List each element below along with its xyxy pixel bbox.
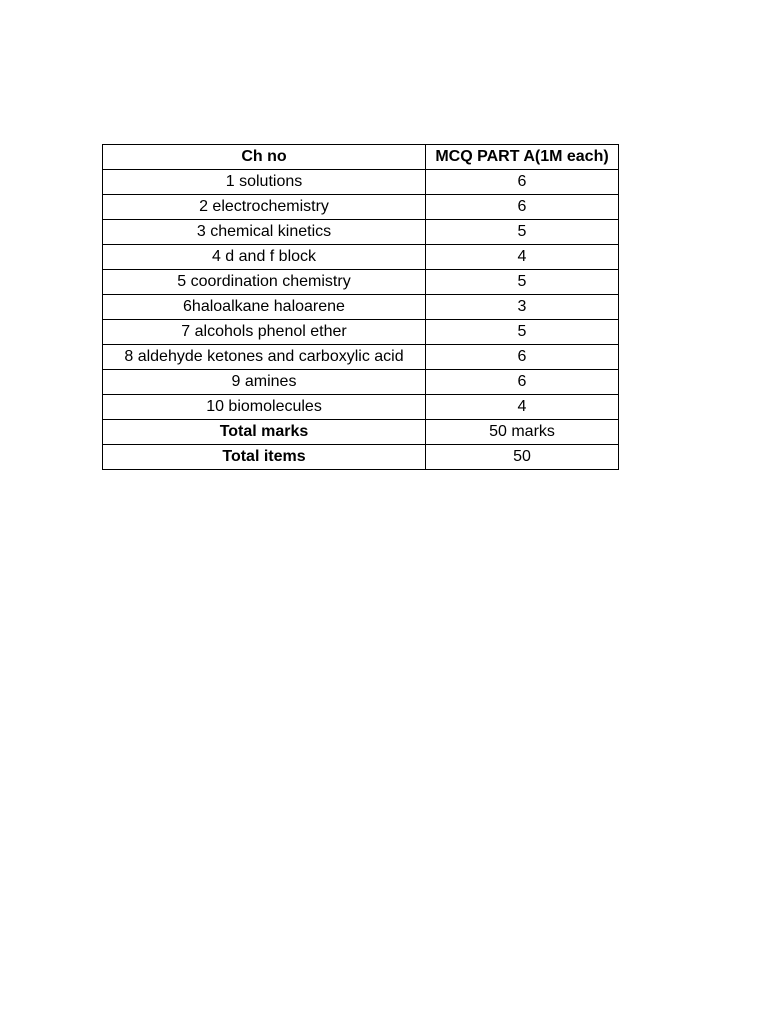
marks-cell: 6 xyxy=(426,170,619,195)
table-row xyxy=(103,270,619,295)
marks-cell: 5 xyxy=(426,220,619,245)
table-row xyxy=(103,345,619,370)
total-marks-value: 50 marks xyxy=(426,420,619,445)
chapter-cell: 6haloalkane haloarene xyxy=(103,295,426,320)
table-row xyxy=(103,295,619,320)
total-marks-row xyxy=(103,420,619,445)
marks-cell: 4 xyxy=(426,245,619,270)
marks-cell: 5 xyxy=(426,270,619,295)
table-row xyxy=(103,320,619,345)
total-items-row xyxy=(103,445,619,470)
marks-cell: 6 xyxy=(426,345,619,370)
marks-cell: 4 xyxy=(426,395,619,420)
header-chapter-number: Ch no xyxy=(103,145,426,170)
table-row xyxy=(103,395,619,420)
table-row xyxy=(103,370,619,395)
marks-cell: 6 xyxy=(426,195,619,220)
chapter-cell: 7 alcohols phenol ether xyxy=(103,320,426,345)
chapter-cell: 8 aldehyde ketones and carboxylic acid xyxy=(103,345,426,370)
marks-cell: 3 xyxy=(426,295,619,320)
chapter-cell: 2 electrochemistry xyxy=(103,195,426,220)
chapter-cell: 10 biomolecules xyxy=(103,395,426,420)
total-items-label: Total items xyxy=(103,445,426,470)
table-row xyxy=(103,195,619,220)
total-marks-label: Total marks xyxy=(103,420,426,445)
marks-cell: 5 xyxy=(426,320,619,345)
table-row xyxy=(103,170,619,195)
chapter-cell: 9 amines xyxy=(103,370,426,395)
total-items-value: 50 xyxy=(426,445,619,470)
chapter-cell: 5 coordination chemistry xyxy=(103,270,426,295)
header-mcq-part-a: MCQ PART A(1M each) xyxy=(426,145,619,170)
chapter-cell: 1 solutions xyxy=(103,170,426,195)
table-row xyxy=(103,245,619,270)
table-row xyxy=(103,220,619,245)
chapter-cell: 4 d and f block xyxy=(103,245,426,270)
table-header-row xyxy=(103,145,619,170)
chapter-cell: 3 chemical kinetics xyxy=(103,220,426,245)
chapter-marks-table xyxy=(102,144,619,470)
marks-cell: 6 xyxy=(426,370,619,395)
